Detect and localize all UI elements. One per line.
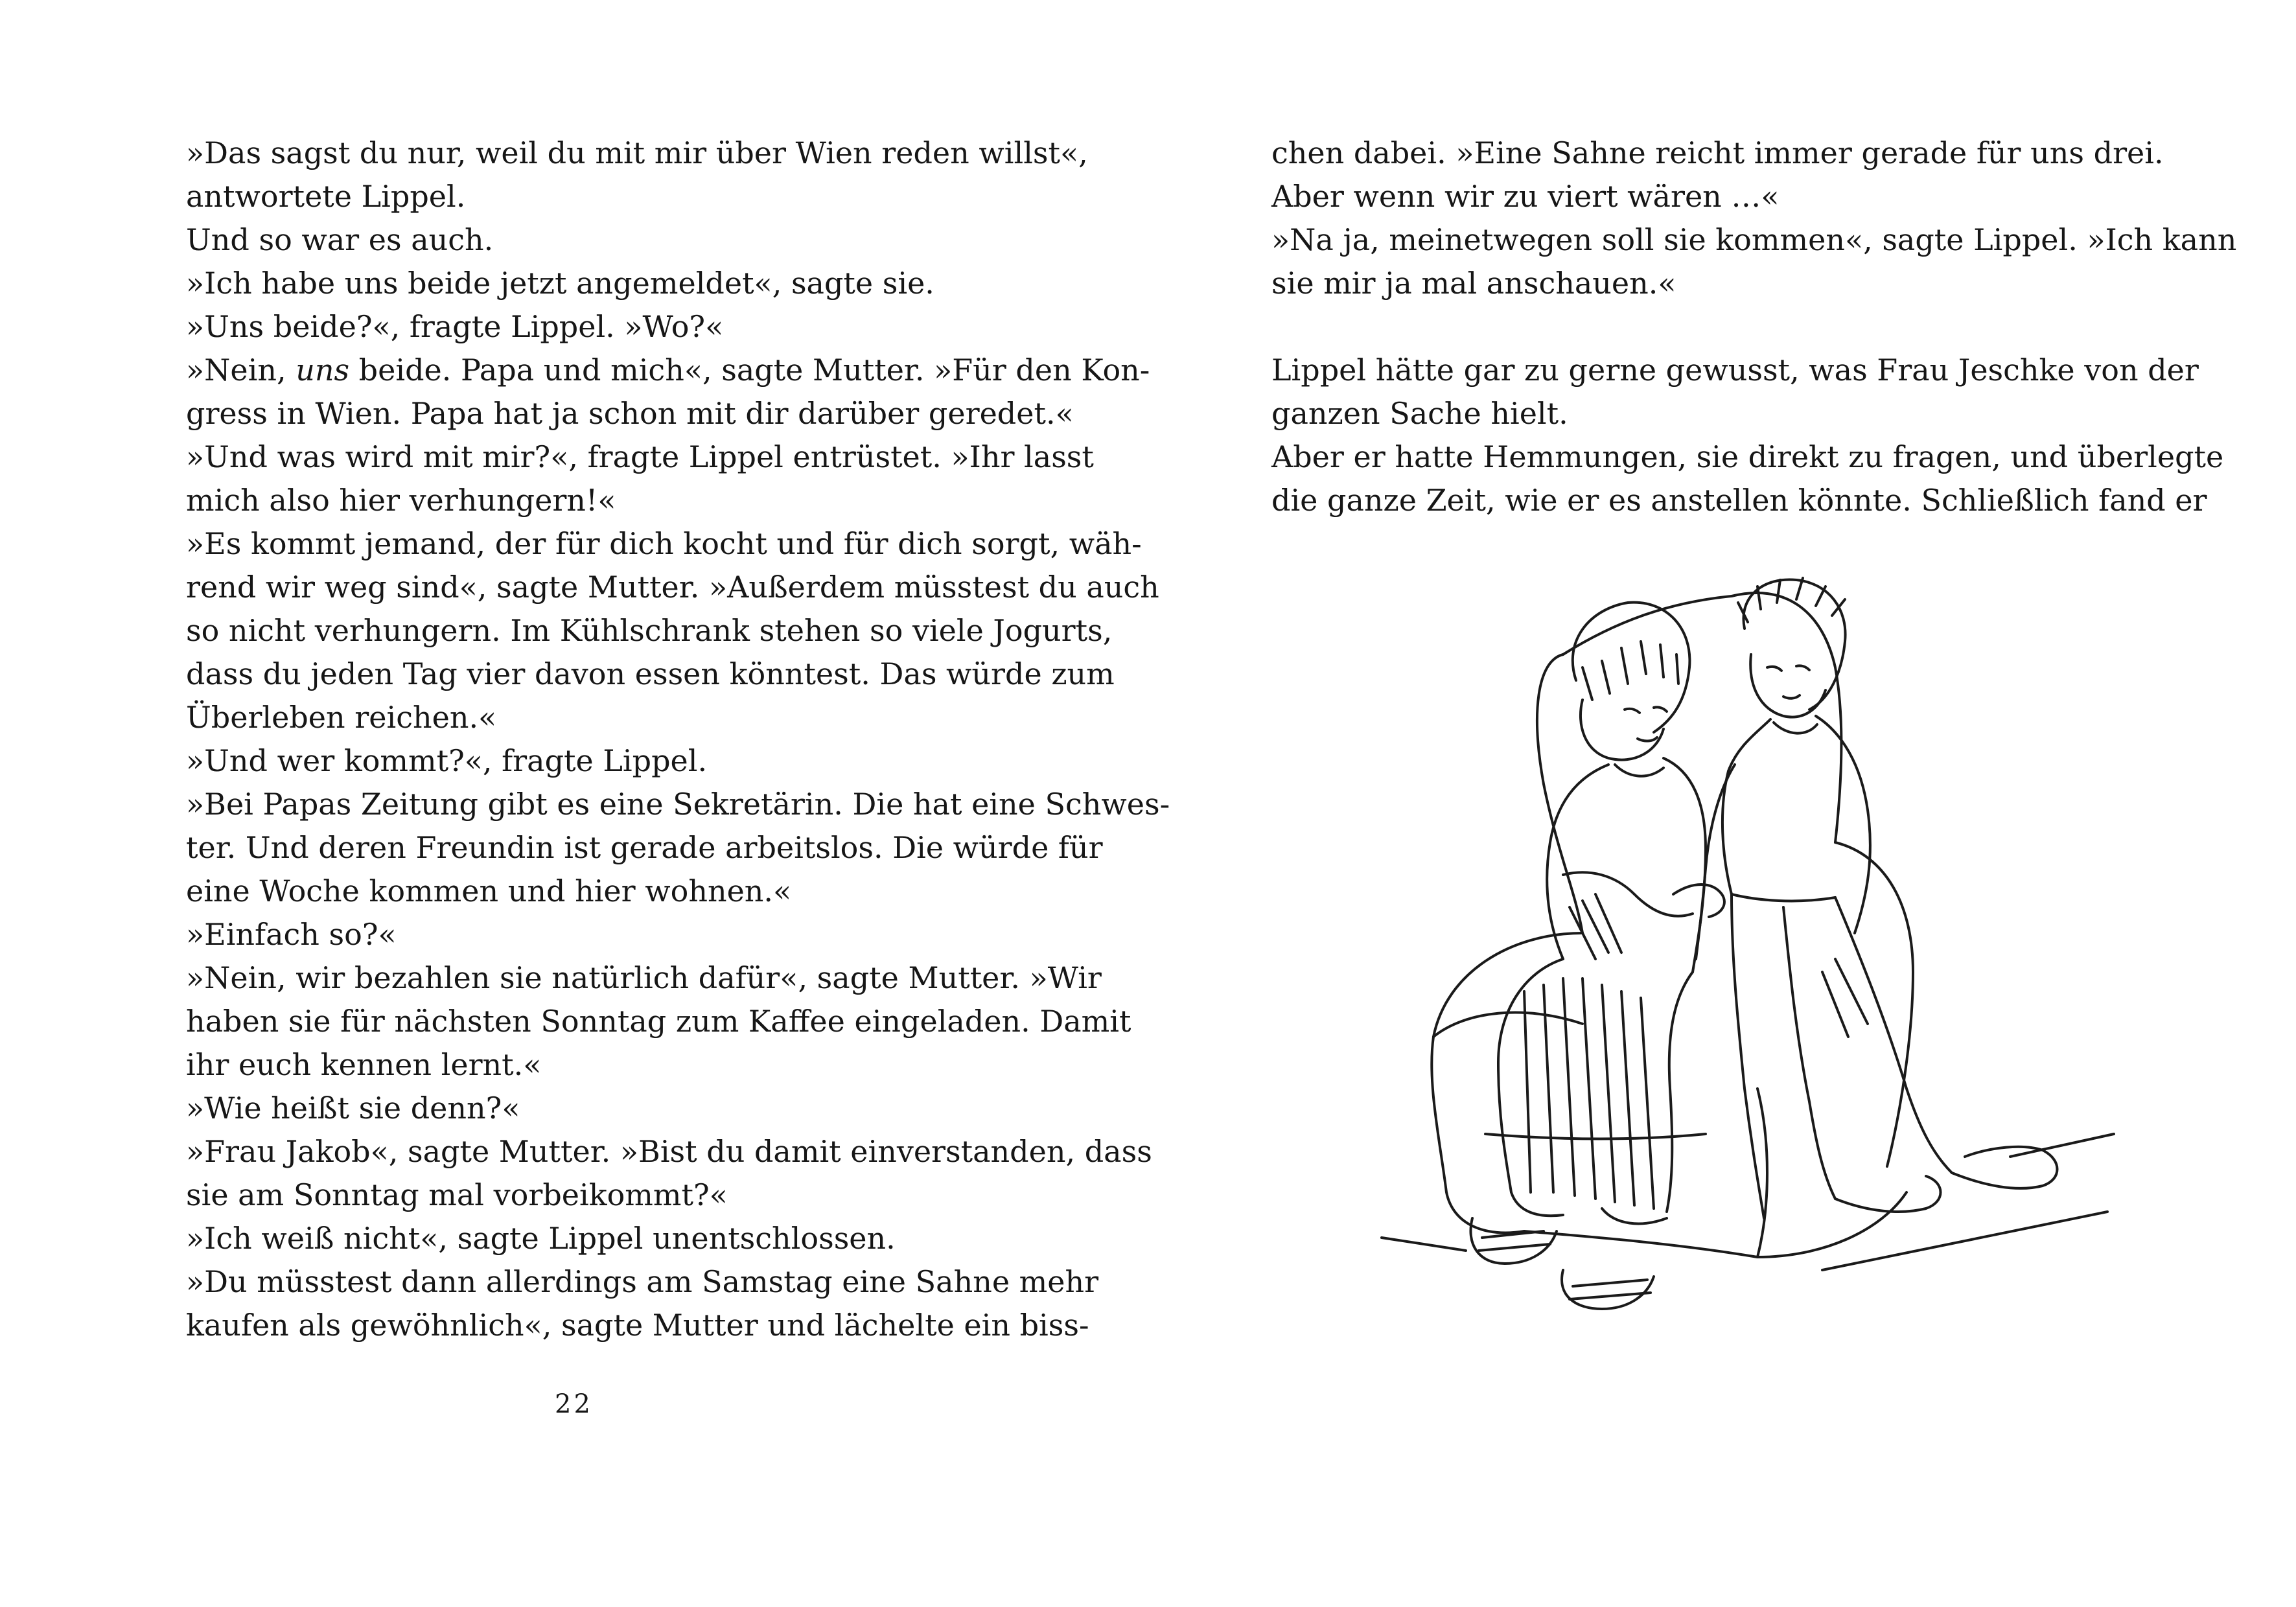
text-line: sie mir ja mal anschauen.«: [1271, 266, 1676, 301]
text-line: »Du müsstest dann allerdings am Samstag eine Sahne mehr: [186, 1264, 1099, 1299]
text-line: »Und wer kommt?«, fragte Lippel.: [186, 743, 708, 778]
text-line: mich also hier verhungern!«: [186, 483, 616, 518]
text-line: »Uns beide?«, fragte Lippel. »Wo?«: [186, 309, 724, 344]
text-line: Überleben reichen.«: [186, 700, 497, 735]
text-line: Aber er hatte Hemmungen, sie direkt zu fragen, und überlegte: [1271, 439, 2224, 474]
text-segment: »Nein,: [186, 353, 296, 387]
text-line: ter. Und deren Freundin ist gerade arbeitslos. Die würde für: [186, 830, 1103, 865]
text-segment: beide. Papa und mich«, sagte Mutter. »Für den Kon-: [349, 353, 1150, 387]
text-line: chen dabei. »Eine Sahne reicht immer gerade für uns drei.: [1271, 135, 2164, 170]
text-line: »Und was wird mit mir?«, fragte Lippel entrüstet. »Ihr lasst: [186, 439, 1094, 474]
text-line: rend wir weg sind«, sagte Mutter. »Außerdem müsstest du auch: [186, 570, 1159, 605]
text-line-with-emphasis: [186, 349, 1150, 392]
text-line: Aber wenn wir zu viert wären …«: [1271, 179, 1780, 214]
text-line: sie am Sonntag mal vorbeikommt?«: [186, 1177, 728, 1212]
text-line: »Ich habe uns beide jetzt angemeldet«, sagte sie.: [186, 266, 934, 301]
right-page: [1148, 0, 2296, 1607]
text-line: Und so war es auch.: [186, 222, 494, 257]
text-line: gress in Wien. Papa hat ja schon mit dir darüber geredet.«: [186, 396, 1074, 431]
text-line: »Es kommt jemand, der für dich kocht und für dich sorgt, wäh-: [186, 526, 1142, 561]
emphasized-word: uns: [296, 353, 350, 387]
text-line: so nicht verhungern. Im Kühlschrank stehen so viele Jogurts,: [186, 613, 1113, 648]
text-line: »Na ja, meinetwegen soll sie kommen«, sagte Lippel. »Ich kann: [1271, 222, 2237, 257]
illustration: [1369, 570, 2120, 1348]
text-line: antwortete Lippel.: [186, 179, 466, 214]
text-line: ihr euch kennen lernt.«: [186, 1047, 542, 1082]
text-line: die ganze Zeit, wie er es anstellen könnte. Schließlich fand er: [1271, 483, 2207, 518]
text-line: kaufen als gewöhnlich«, sagte Mutter und lächelte ein biss-: [186, 1308, 1089, 1343]
text-line: »Wie heißt sie denn?«: [186, 1091, 520, 1126]
text-line: »Ich weiß nicht«, sagte Lippel unentschlossen.: [186, 1221, 896, 1256]
text-line: dass du jeden Tag vier davon essen könntest. Das würde zum: [186, 656, 1115, 691]
text-line: ganzen Sache hielt.: [1271, 396, 1568, 431]
left-text-column: [186, 132, 1170, 1347]
text-line: Lippel hätte gar zu gerne gewusst, was Frau Jeschke von der: [1271, 353, 2199, 387]
right-text-column: [1271, 132, 2237, 522]
text-line: »Frau Jakob«, sagte Mutter. »Bist du damit einverstanden, dass: [186, 1134, 1152, 1169]
two-children-in-armchair-icon: [1369, 570, 2120, 1348]
text-line: haben sie für nächsten Sonntag zum Kaffee eingeladen. Damit: [186, 1004, 1131, 1039]
text-line: »Bei Papas Zeitung gibt es eine Sekretärin. Die hat eine Schwes-: [186, 787, 1170, 822]
page-number: 22: [555, 1389, 593, 1419]
text-line: »Nein, wir bezahlen sie natürlich dafür«, sagte Mutter. »Wir: [186, 960, 1102, 995]
text-line: eine Woche kommen und hier wohnen.«: [186, 873, 792, 908]
text-line: »Einfach so?«: [186, 917, 397, 952]
text-line: »Das sagst du nur, weil du mit mir über Wien reden willst«,: [186, 135, 1088, 170]
paragraph-gap: [1271, 305, 2129, 349]
